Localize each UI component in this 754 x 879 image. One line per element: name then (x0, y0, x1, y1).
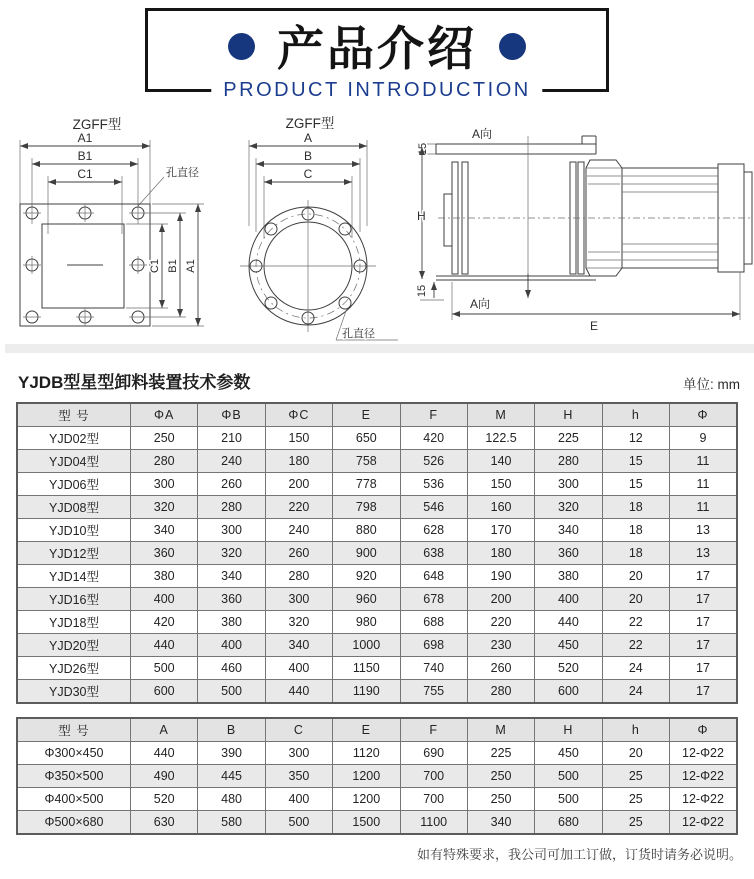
value-cell: 13 (670, 519, 738, 542)
column-header: M (467, 403, 534, 427)
value-cell: 400 (535, 588, 602, 611)
value-cell: 340 (198, 565, 265, 588)
column-header: ΦC (265, 403, 332, 427)
value-cell: 18 (602, 542, 669, 565)
model-cell: YJD20型 (17, 634, 131, 657)
drawing-round-flange (220, 114, 410, 344)
table-row (17, 473, 737, 496)
model-cell: YJD18型 (17, 611, 131, 634)
value-cell: 24 (602, 657, 669, 680)
value-cell: 140 (467, 450, 534, 473)
value-cell: 200 (265, 473, 332, 496)
value-cell: 690 (400, 742, 467, 765)
value-cell: 1100 (400, 811, 467, 835)
value-cell: 24 (602, 680, 669, 704)
value-cell: 250 (131, 427, 198, 450)
value-cell: 740 (400, 657, 467, 680)
value-cell: 526 (400, 450, 467, 473)
column-header: A (131, 718, 198, 742)
value-cell: 360 (131, 542, 198, 565)
drawing-side-view (410, 114, 754, 344)
value-cell: 440 (131, 634, 198, 657)
value-cell: 1200 (333, 788, 400, 811)
value-cell: 980 (333, 611, 400, 634)
drawing-title: ZGFF型 (285, 116, 335, 131)
value-cell: 688 (400, 611, 467, 634)
value-cell: 18 (602, 519, 669, 542)
value-cell: 460 (198, 657, 265, 680)
model-cell: Φ400×500 (17, 788, 131, 811)
table-row (17, 427, 737, 450)
value-cell: 900 (333, 542, 400, 565)
table-row (17, 588, 737, 611)
value-cell: 150 (467, 473, 534, 496)
value-cell: 546 (400, 496, 467, 519)
column-header: F (400, 403, 467, 427)
value-cell: 280 (535, 450, 602, 473)
value-cell: 300 (198, 519, 265, 542)
value-cell: 500 (131, 657, 198, 680)
value-cell: 450 (535, 742, 602, 765)
table-row (17, 788, 737, 811)
spec-table-round (16, 717, 738, 835)
model-cell: YJD12型 (17, 542, 131, 565)
column-header: H (535, 718, 602, 742)
value-cell: 360 (198, 588, 265, 611)
value-cell: 250 (467, 765, 534, 788)
value-cell: 11 (670, 450, 738, 473)
page-title-en: PRODUCT INTRODUCTION (211, 79, 542, 102)
value-cell: 300 (265, 742, 332, 765)
column-header: h (602, 718, 669, 742)
value-cell: 170 (467, 519, 534, 542)
value-cell: 500 (265, 811, 332, 835)
value-cell: 500 (198, 680, 265, 704)
value-cell: 648 (400, 565, 467, 588)
value-cell: 25 (602, 811, 669, 835)
column-header: E (333, 403, 400, 427)
value-cell: 420 (131, 611, 198, 634)
dim-c: C (303, 167, 313, 181)
value-cell: 340 (467, 811, 534, 835)
model-cell: YJD04型 (17, 450, 131, 473)
value-cell: 698 (400, 634, 467, 657)
value-cell: 350 (265, 765, 332, 788)
value-cell: 450 (535, 634, 602, 657)
model-cell: YJD02型 (17, 427, 131, 450)
value-cell: 520 (535, 657, 602, 680)
value-cell: 380 (535, 565, 602, 588)
dim-b1: B1 (77, 149, 93, 163)
table-row (17, 496, 737, 519)
value-cell: 400 (265, 657, 332, 680)
column-header: ΦB (198, 403, 265, 427)
value-cell: 280 (198, 496, 265, 519)
hole-diameter-label: 孔直径 (166, 167, 199, 179)
column-header: M (467, 718, 534, 742)
model-cell: YJD14型 (17, 565, 131, 588)
value-cell: 638 (400, 542, 467, 565)
value-cell: 225 (535, 427, 602, 450)
value-cell: 320 (131, 496, 198, 519)
value-cell: 20 (602, 588, 669, 611)
value-cell: 580 (198, 811, 265, 835)
value-cell: 700 (400, 765, 467, 788)
dim-h: H (417, 209, 426, 223)
value-cell: 210 (198, 427, 265, 450)
value-cell: 300 (535, 473, 602, 496)
dim-b1-vert: B1 (167, 259, 179, 273)
value-cell: 628 (400, 519, 467, 542)
model-cell: YJD08型 (17, 496, 131, 519)
page-title-cn: 产品介绍 (277, 21, 477, 75)
value-cell: 1200 (333, 765, 400, 788)
value-cell: 798 (333, 496, 400, 519)
value-cell: 11 (670, 496, 738, 519)
table-row (17, 542, 737, 565)
column-header: H (535, 403, 602, 427)
view-label-bottom: A向 (470, 297, 491, 311)
value-cell: 20 (602, 565, 669, 588)
dim-e: E (589, 319, 599, 333)
table-row (17, 657, 737, 680)
value-cell: 17 (670, 588, 738, 611)
value-cell: 880 (333, 519, 400, 542)
value-cell: 11 (670, 473, 738, 496)
value-cell: 20 (602, 742, 669, 765)
value-cell: 536 (400, 473, 467, 496)
unit-label: 单位: mm (683, 377, 740, 392)
value-cell: 25 (602, 765, 669, 788)
column-header: Φ (670, 718, 738, 742)
value-cell: 240 (198, 450, 265, 473)
value-cell: 360 (535, 542, 602, 565)
value-cell: 680 (535, 811, 602, 835)
column-header: C (265, 718, 332, 742)
value-cell: 340 (535, 519, 602, 542)
value-cell: 480 (198, 788, 265, 811)
value-cell: 700 (400, 788, 467, 811)
model-cell: YJD30型 (17, 680, 131, 704)
model-cell: Φ350×500 (17, 765, 131, 788)
column-header: 型 号 (17, 718, 131, 742)
model-cell: Φ300×450 (17, 742, 131, 765)
value-cell: 630 (131, 811, 198, 835)
value-cell: 520 (131, 788, 198, 811)
value-cell: 15 (602, 450, 669, 473)
value-cell: 280 (131, 450, 198, 473)
technical-drawings-row (0, 114, 754, 344)
column-header: ΦA (131, 403, 198, 427)
value-cell: 9 (670, 427, 738, 450)
value-cell: 1000 (333, 634, 400, 657)
value-cell: 758 (333, 450, 400, 473)
hole-diameter-label: 孔直径 (342, 328, 375, 340)
footer-note: 如有特殊要求，我公司可加工订做，订货时请务必说明。 (416, 847, 742, 862)
dim-c1: C1 (77, 167, 93, 181)
column-header: E (333, 718, 400, 742)
table-row (17, 565, 737, 588)
view-label-top: A向 (472, 127, 493, 141)
table-row (17, 811, 737, 835)
value-cell: 440 (265, 680, 332, 704)
value-cell: 190 (467, 565, 534, 588)
value-cell: 678 (400, 588, 467, 611)
value-cell: 400 (265, 788, 332, 811)
drawing-square-flange (0, 114, 220, 344)
left-dot-icon (228, 33, 255, 60)
value-cell: 440 (131, 742, 198, 765)
value-cell: 320 (198, 542, 265, 565)
value-cell: 230 (467, 634, 534, 657)
value-cell: 12-Φ22 (670, 742, 738, 765)
value-cell: 200 (467, 588, 534, 611)
value-cell: 380 (198, 611, 265, 634)
section-title: YJDB型星型卸料装置技术参数 (18, 373, 251, 392)
value-cell: 17 (670, 634, 738, 657)
value-cell: 400 (131, 588, 198, 611)
value-cell: 320 (265, 611, 332, 634)
model-cell: YJD16型 (17, 588, 131, 611)
dim-a1: A1 (77, 131, 93, 145)
value-cell: 240 (265, 519, 332, 542)
table-row (17, 611, 737, 634)
column-header: B (198, 718, 265, 742)
value-cell: 180 (467, 542, 534, 565)
value-cell: 15 (602, 473, 669, 496)
value-cell: 1120 (333, 742, 400, 765)
value-cell: 490 (131, 765, 198, 788)
value-cell: 17 (670, 565, 738, 588)
dim-15-top: 15 (417, 142, 429, 156)
value-cell: 25 (602, 788, 669, 811)
header-row (17, 718, 737, 742)
value-cell: 12-Φ22 (670, 788, 738, 811)
value-cell: 18 (602, 496, 669, 519)
table-row (17, 765, 737, 788)
value-cell: 180 (265, 450, 332, 473)
value-cell: 320 (535, 496, 602, 519)
model-cell: YJD06型 (17, 473, 131, 496)
dim-15-bottom: 15 (416, 284, 428, 298)
table-row (17, 680, 737, 704)
value-cell: 13 (670, 542, 738, 565)
value-cell: 280 (265, 565, 332, 588)
value-cell: 22 (602, 611, 669, 634)
value-cell: 260 (467, 657, 534, 680)
value-cell: 340 (131, 519, 198, 542)
value-cell: 755 (400, 680, 467, 704)
dim-a1-vert: A1 (185, 259, 197, 273)
dim-c1-vert: C1 (149, 258, 161, 274)
model-cell: YJD10型 (17, 519, 131, 542)
spec-table-yjd (16, 402, 738, 704)
value-cell: 280 (467, 680, 534, 704)
value-cell: 122.5 (467, 427, 534, 450)
value-cell: 300 (131, 473, 198, 496)
value-cell: 17 (670, 657, 738, 680)
table-row (17, 634, 737, 657)
table-row (17, 450, 737, 473)
value-cell: 12-Φ22 (670, 765, 738, 788)
dim-a: A (303, 131, 313, 145)
value-cell: 12 (602, 427, 669, 450)
section-divider (5, 344, 754, 353)
value-cell: 220 (265, 496, 332, 519)
column-header: h (602, 403, 669, 427)
column-header: 型 号 (17, 403, 131, 427)
value-cell: 400 (198, 634, 265, 657)
table-row (17, 519, 737, 542)
value-cell: 778 (333, 473, 400, 496)
value-cell: 650 (333, 427, 400, 450)
value-cell: 22 (602, 634, 669, 657)
value-cell: 300 (265, 588, 332, 611)
value-cell: 1500 (333, 811, 400, 835)
right-dot-icon (499, 33, 526, 60)
value-cell: 600 (131, 680, 198, 704)
value-cell: 1150 (333, 657, 400, 680)
value-cell: 12-Φ22 (670, 811, 738, 835)
value-cell: 1190 (333, 680, 400, 704)
header-banner (145, 8, 609, 101)
value-cell: 150 (265, 427, 332, 450)
value-cell: 340 (265, 634, 332, 657)
value-cell: 390 (198, 742, 265, 765)
header-row (17, 403, 737, 427)
drawing-title: ZGFF型 (72, 117, 122, 132)
value-cell: 445 (198, 765, 265, 788)
value-cell: 17 (670, 680, 738, 704)
value-cell: 260 (265, 542, 332, 565)
value-cell: 500 (535, 788, 602, 811)
value-cell: 220 (467, 611, 534, 634)
column-header: F (400, 718, 467, 742)
value-cell: 17 (670, 611, 738, 634)
model-cell: YJD26型 (17, 657, 131, 680)
table-row (17, 742, 737, 765)
model-cell: Φ500×680 (17, 811, 131, 835)
value-cell: 960 (333, 588, 400, 611)
value-cell: 500 (535, 765, 602, 788)
column-header: Φ (670, 403, 738, 427)
section-head (0, 353, 754, 402)
value-cell: 420 (400, 427, 467, 450)
value-cell: 600 (535, 680, 602, 704)
value-cell: 260 (198, 473, 265, 496)
value-cell: 250 (467, 788, 534, 811)
value-cell: 440 (535, 611, 602, 634)
value-cell: 920 (333, 565, 400, 588)
value-cell: 225 (467, 742, 534, 765)
value-cell: 380 (131, 565, 198, 588)
dim-b: B (303, 149, 313, 163)
value-cell: 160 (467, 496, 534, 519)
